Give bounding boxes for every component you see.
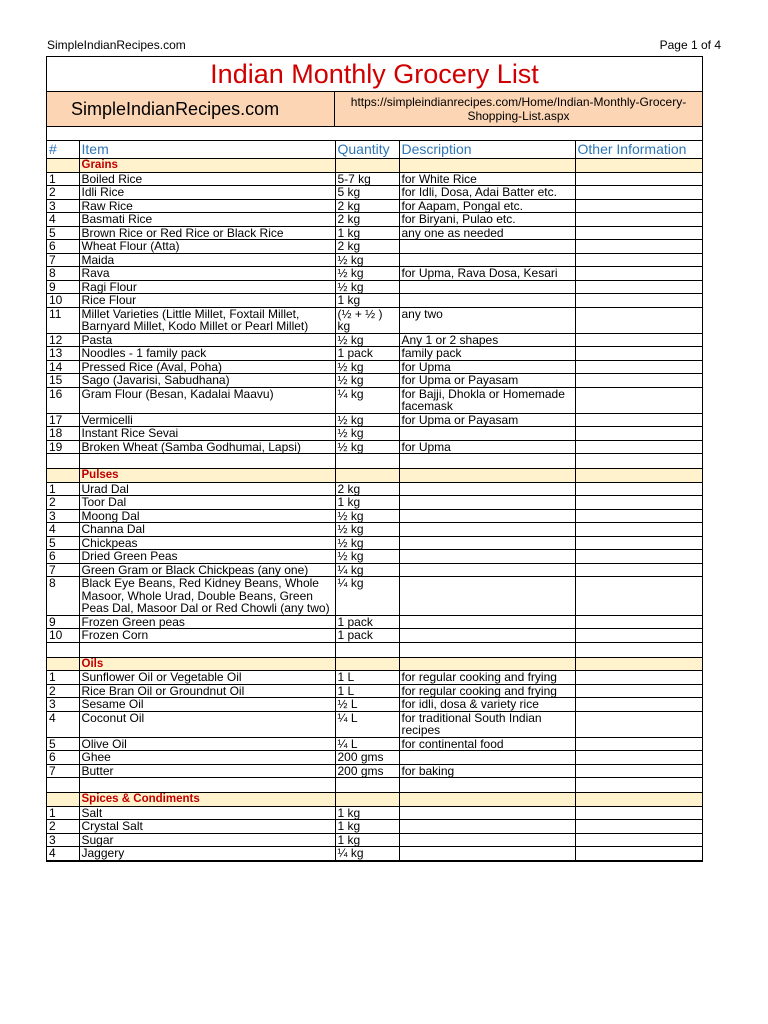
col-item: Frozen Green peas	[79, 615, 335, 629]
col-quantity: ½ L	[335, 698, 399, 712]
col-number-header: #	[47, 141, 79, 159]
col-number: 9	[47, 280, 79, 294]
col-number: 6	[47, 240, 79, 254]
col-item: Toor Dal	[79, 496, 335, 510]
page-header-site: SimpleIndianRecipes.com	[47, 38, 186, 52]
col-description: for baking	[399, 764, 575, 778]
col-other-info	[575, 307, 702, 333]
col-quantity: ½ kg	[335, 536, 399, 550]
col-item: Channa Dal	[79, 523, 335, 537]
col-item: Frozen Corn	[79, 629, 335, 643]
col-description: for Upma or Payasam	[399, 413, 575, 427]
col-other-info	[575, 333, 702, 347]
col-number: 5	[47, 737, 79, 751]
col-description: family pack	[399, 347, 575, 361]
table-row	[47, 280, 702, 294]
col-item: Rava	[79, 267, 335, 281]
col-number: 7	[47, 253, 79, 267]
blank-cell	[399, 778, 575, 793]
col-other-info	[575, 186, 702, 200]
col-other-info	[575, 737, 702, 751]
table-row	[47, 240, 702, 254]
col-description: any one as needed	[399, 226, 575, 240]
table-row	[47, 482, 702, 496]
col-item: Raw Rice	[79, 199, 335, 213]
col-number: 17	[47, 413, 79, 427]
table-row	[47, 737, 702, 751]
col-number: 7	[47, 563, 79, 577]
table-row	[47, 213, 702, 227]
col-other-info-header: Other Information	[575, 141, 702, 159]
col-item: Sago (Javarisi, Sabudhana)	[79, 374, 335, 388]
site-url-link[interactable]: https://simpleindianrecipes.com/Home/Indian-Monthly-Grocery-Shopping-List.aspx	[335, 92, 702, 126]
blank-cell	[575, 454, 702, 469]
col-item: Rice Flour	[79, 294, 335, 308]
col-number: 13	[47, 347, 79, 361]
col-item: Wheat Flour (Atta)	[79, 240, 335, 254]
section-name: Pulses	[79, 469, 335, 483]
blank-cell	[47, 778, 79, 793]
table-row	[47, 509, 702, 523]
col-item: Moong Dal	[79, 509, 335, 523]
col-quantity-header: Quantity	[335, 141, 399, 159]
table-row	[47, 671, 702, 685]
section-header-row	[47, 793, 702, 807]
col-other-info	[575, 280, 702, 294]
col-other-info	[575, 684, 702, 698]
col-other-info	[575, 629, 702, 643]
col-other-info	[575, 360, 702, 374]
col-description	[399, 482, 575, 496]
col-quantity: 200 gms	[335, 764, 399, 778]
col-description: for regular cooking and frying	[399, 671, 575, 685]
col-item: Pressed Rice (Aval, Poha)	[79, 360, 335, 374]
table-row	[47, 751, 702, 765]
col-quantity: ¼ kg	[335, 387, 399, 413]
blank-cell	[47, 454, 79, 469]
col-item: Olive Oil	[79, 737, 335, 751]
col-description: for idli, dosa & variety rice	[399, 698, 575, 712]
col-number: 6	[47, 550, 79, 564]
table-row	[47, 307, 702, 333]
table-row	[47, 360, 702, 374]
col-quantity: ½ kg	[335, 267, 399, 281]
col-item: Green Gram or Black Chickpeas (any one)	[79, 563, 335, 577]
section-name: Oils	[79, 657, 335, 671]
col-quantity: 5-7 kg	[335, 172, 399, 186]
col-quantity: ½ kg	[335, 280, 399, 294]
col-quantity: ¼ L	[335, 737, 399, 751]
section-spacer-cell	[399, 469, 575, 483]
col-number: 3	[47, 199, 79, 213]
col-item: Black Eye Beans, Red Kidney Beans, Whole Masoor, Whole Urad, Double Beans, Green Peas Dal, Masoor Dal or Red Chowli (any two)	[79, 577, 335, 616]
col-item: Salt	[79, 806, 335, 820]
col-other-info	[575, 347, 702, 361]
table-row	[47, 615, 702, 629]
col-number: 1	[47, 482, 79, 496]
col-number: 9	[47, 615, 79, 629]
col-other-info	[575, 440, 702, 454]
col-quantity: ½ kg	[335, 253, 399, 267]
col-item: Sesame Oil	[79, 698, 335, 712]
section-spacer-cell	[575, 657, 702, 671]
col-item: Boiled Rice	[79, 172, 335, 186]
table-row	[47, 333, 702, 347]
col-number: 18	[47, 427, 79, 441]
col-quantity: 2 kg	[335, 482, 399, 496]
table-row	[47, 550, 702, 564]
col-other-info	[575, 213, 702, 227]
col-description	[399, 496, 575, 510]
grocery-table	[47, 141, 702, 861]
col-number: 8	[47, 267, 79, 281]
section-header-row	[47, 657, 702, 671]
table-row	[47, 294, 702, 308]
col-other-info	[575, 563, 702, 577]
col-other-info	[575, 267, 702, 281]
section-spacer-cell	[399, 657, 575, 671]
table-row	[47, 684, 702, 698]
grocery-sheet	[46, 56, 703, 862]
col-description: for traditional South Indian recipes	[399, 711, 575, 737]
table-row	[47, 847, 702, 861]
col-number: 10	[47, 294, 79, 308]
col-quantity: 1 pack	[335, 347, 399, 361]
col-item: Broken Wheat (Samba Godhumai, Lapsi)	[79, 440, 335, 454]
col-item: Maida	[79, 253, 335, 267]
col-number: 4	[47, 523, 79, 537]
col-other-info	[575, 172, 702, 186]
col-item: Pasta	[79, 333, 335, 347]
col-other-info	[575, 482, 702, 496]
col-item-header: Item	[79, 141, 335, 159]
col-description	[399, 509, 575, 523]
col-other-info	[575, 374, 702, 388]
col-item: Millet Varieties (Little Millet, Foxtail Millet, Barnyard Millet, Kodo Millet or Pearl Millet)	[79, 307, 335, 333]
col-number: 6	[47, 751, 79, 765]
table-row	[47, 226, 702, 240]
col-description	[399, 253, 575, 267]
col-description	[399, 615, 575, 629]
col-number: 1	[47, 806, 79, 820]
section-spacer-cell	[399, 793, 575, 807]
section-header-row	[47, 469, 702, 483]
col-item: Crystal Salt	[79, 820, 335, 834]
table-row	[47, 629, 702, 643]
col-item: Noodles - 1 family pack	[79, 347, 335, 361]
col-description	[399, 833, 575, 847]
col-number: 4	[47, 711, 79, 737]
col-item: Vermicelli	[79, 413, 335, 427]
blank-cell	[335, 642, 399, 657]
col-description	[399, 563, 575, 577]
blank-cell	[575, 642, 702, 657]
col-number: 2	[47, 496, 79, 510]
page-title: Indian Monthly Grocery List	[47, 57, 702, 92]
col-number: 8	[47, 577, 79, 616]
col-other-info	[575, 671, 702, 685]
col-item: Ragi Flour	[79, 280, 335, 294]
section-spacer-cell	[47, 793, 79, 807]
col-quantity: ¼ kg	[335, 577, 399, 616]
col-number: 11	[47, 307, 79, 333]
col-number: 1	[47, 172, 79, 186]
col-description	[399, 629, 575, 643]
col-number: 5	[47, 536, 79, 550]
section-spacer-cell	[47, 159, 79, 173]
col-other-info	[575, 509, 702, 523]
section-spacer-cell	[399, 159, 575, 173]
col-other-info	[575, 615, 702, 629]
blank-cell	[79, 642, 335, 657]
table-row	[47, 764, 702, 778]
col-quantity: ½ kg	[335, 360, 399, 374]
table-header-row	[47, 141, 702, 159]
col-quantity: ¼ kg	[335, 563, 399, 577]
table-row	[47, 440, 702, 454]
col-quantity: ¼ L	[335, 711, 399, 737]
col-description	[399, 280, 575, 294]
col-number: 10	[47, 629, 79, 643]
col-description	[399, 536, 575, 550]
col-item: Dried Green Peas	[79, 550, 335, 564]
col-item: Chickpeas	[79, 536, 335, 550]
col-quantity: ½ kg	[335, 523, 399, 537]
col-quantity: ½ kg	[335, 440, 399, 454]
table-row	[47, 698, 702, 712]
col-number: 3	[47, 833, 79, 847]
col-other-info	[575, 240, 702, 254]
table-row	[47, 253, 702, 267]
col-item: Urad Dal	[79, 482, 335, 496]
col-description	[399, 820, 575, 834]
col-quantity: 1 L	[335, 684, 399, 698]
table-row	[47, 496, 702, 510]
col-other-info	[575, 413, 702, 427]
col-description	[399, 847, 575, 861]
col-item: Basmati Rice	[79, 213, 335, 227]
col-item: Sugar	[79, 833, 335, 847]
col-quantity: 1 L	[335, 671, 399, 685]
col-number: 2	[47, 820, 79, 834]
col-number: 3	[47, 698, 79, 712]
col-item: Gram Flour (Besan, Kadalai Maavu)	[79, 387, 335, 413]
col-number: 12	[47, 333, 79, 347]
col-other-info	[575, 820, 702, 834]
section-name: Grains	[79, 159, 335, 173]
col-quantity: ½ kg	[335, 550, 399, 564]
col-quantity: 1 kg	[335, 496, 399, 510]
col-description: for Upma	[399, 360, 575, 374]
col-description	[399, 240, 575, 254]
site-name: SimpleIndianRecipes.com	[47, 92, 335, 126]
table-row	[47, 427, 702, 441]
blank-cell	[79, 454, 335, 469]
section-name: Spices & Condiments	[79, 793, 335, 807]
col-description: for Idli, Dosa, Adai Batter etc.	[399, 186, 575, 200]
col-description	[399, 427, 575, 441]
section-spacer-cell	[575, 159, 702, 173]
blank-cell	[575, 778, 702, 793]
col-description: for Bajji, Dhokla or Homemade facemask	[399, 387, 575, 413]
section-header-row	[47, 159, 702, 173]
col-number: 16	[47, 387, 79, 413]
col-number: 14	[47, 360, 79, 374]
col-description	[399, 577, 575, 616]
col-other-info	[575, 833, 702, 847]
col-quantity: 1 kg	[335, 820, 399, 834]
col-item: Jaggery	[79, 847, 335, 861]
blank-cell	[47, 642, 79, 657]
section-spacer-cell	[575, 469, 702, 483]
col-number: 15	[47, 374, 79, 388]
col-number: 1	[47, 671, 79, 685]
table-row	[47, 523, 702, 537]
table-row	[47, 172, 702, 186]
section-spacer-cell	[335, 657, 399, 671]
table-row	[47, 711, 702, 737]
col-quantity: 1 kg	[335, 226, 399, 240]
col-description: for Aapam, Pongal etc.	[399, 199, 575, 213]
col-description	[399, 751, 575, 765]
col-number: 3	[47, 509, 79, 523]
col-other-info	[575, 764, 702, 778]
col-other-info	[575, 847, 702, 861]
col-description: for White Rice	[399, 172, 575, 186]
col-quantity: 1 kg	[335, 806, 399, 820]
col-quantity: 200 gms	[335, 751, 399, 765]
blank-cell	[79, 778, 335, 793]
section-spacer-cell	[335, 469, 399, 483]
table-row	[47, 820, 702, 834]
table-row	[47, 833, 702, 847]
section-spacer-cell	[335, 159, 399, 173]
col-description: for Upma or Payasam	[399, 374, 575, 388]
col-quantity: 1 kg	[335, 833, 399, 847]
col-description: for Upma, Rava Dosa, Kesari	[399, 267, 575, 281]
col-quantity: 1 kg	[335, 294, 399, 308]
table-row	[47, 563, 702, 577]
col-other-info	[575, 496, 702, 510]
col-quantity: 1 pack	[335, 615, 399, 629]
blank-cell	[399, 642, 575, 657]
col-other-info	[575, 550, 702, 564]
col-other-info	[575, 226, 702, 240]
col-other-info	[575, 806, 702, 820]
col-quantity: ½ kg	[335, 333, 399, 347]
col-description: for Upma	[399, 440, 575, 454]
col-item: Ghee	[79, 751, 335, 765]
table-row	[47, 413, 702, 427]
col-description	[399, 523, 575, 537]
col-description: for regular cooking and frying	[399, 684, 575, 698]
col-number: 2	[47, 186, 79, 200]
spacer-row	[47, 127, 702, 141]
col-quantity: ¼ kg	[335, 847, 399, 861]
col-quantity: 1 pack	[335, 629, 399, 643]
table-row	[47, 347, 702, 361]
blank-row	[47, 642, 702, 657]
col-quantity: 2 kg	[335, 240, 399, 254]
col-item: Rice Bran Oil or Groundnut Oil	[79, 684, 335, 698]
table-row	[47, 374, 702, 388]
col-number: 4	[47, 213, 79, 227]
col-quantity: ½ kg	[335, 413, 399, 427]
site-banner	[47, 92, 702, 127]
col-description	[399, 806, 575, 820]
col-item: Sunflower Oil or Vegetable Oil	[79, 671, 335, 685]
table-row	[47, 267, 702, 281]
col-quantity: 5 kg	[335, 186, 399, 200]
section-spacer-cell	[335, 793, 399, 807]
col-other-info	[575, 698, 702, 712]
col-quantity: ½ kg	[335, 427, 399, 441]
col-other-info	[575, 387, 702, 413]
col-number: 5	[47, 226, 79, 240]
col-number: 4	[47, 847, 79, 861]
section-spacer-cell	[47, 657, 79, 671]
col-item: Brown Rice or Red Rice or Black Rice	[79, 226, 335, 240]
col-other-info	[575, 711, 702, 737]
col-other-info	[575, 577, 702, 616]
col-item: Coconut Oil	[79, 711, 335, 737]
table-row	[47, 199, 702, 213]
col-description: Any 1 or 2 shapes	[399, 333, 575, 347]
col-description-header: Description	[399, 141, 575, 159]
col-number: 2	[47, 684, 79, 698]
blank-cell	[335, 778, 399, 793]
blank-row	[47, 454, 702, 469]
blank-cell	[399, 454, 575, 469]
col-other-info	[575, 427, 702, 441]
blank-row	[47, 778, 702, 793]
table-row	[47, 806, 702, 820]
col-quantity: 2 kg	[335, 213, 399, 227]
col-item: Idli Rice	[79, 186, 335, 200]
section-spacer-cell	[575, 793, 702, 807]
table-row	[47, 536, 702, 550]
col-description: for continental food	[399, 737, 575, 751]
section-spacer-cell	[47, 469, 79, 483]
col-other-info	[575, 523, 702, 537]
col-quantity: (½ + ½ ) kg	[335, 307, 399, 333]
blank-cell	[335, 454, 399, 469]
col-other-info	[575, 253, 702, 267]
col-item: Instant Rice Sevai	[79, 427, 335, 441]
col-quantity: ½ kg	[335, 509, 399, 523]
col-other-info	[575, 751, 702, 765]
col-description: any two	[399, 307, 575, 333]
col-item: Butter	[79, 764, 335, 778]
col-quantity: 2 kg	[335, 199, 399, 213]
page-number: Page 1 of 4	[659, 38, 721, 52]
table-row	[47, 387, 702, 413]
col-description	[399, 550, 575, 564]
col-description: for Biryani, Pulao etc.	[399, 213, 575, 227]
col-other-info	[575, 294, 702, 308]
col-number: 7	[47, 764, 79, 778]
col-quantity: ½ kg	[335, 374, 399, 388]
table-row	[47, 577, 702, 616]
col-other-info	[575, 536, 702, 550]
col-other-info	[575, 199, 702, 213]
table-row	[47, 186, 702, 200]
col-number: 19	[47, 440, 79, 454]
col-description	[399, 294, 575, 308]
